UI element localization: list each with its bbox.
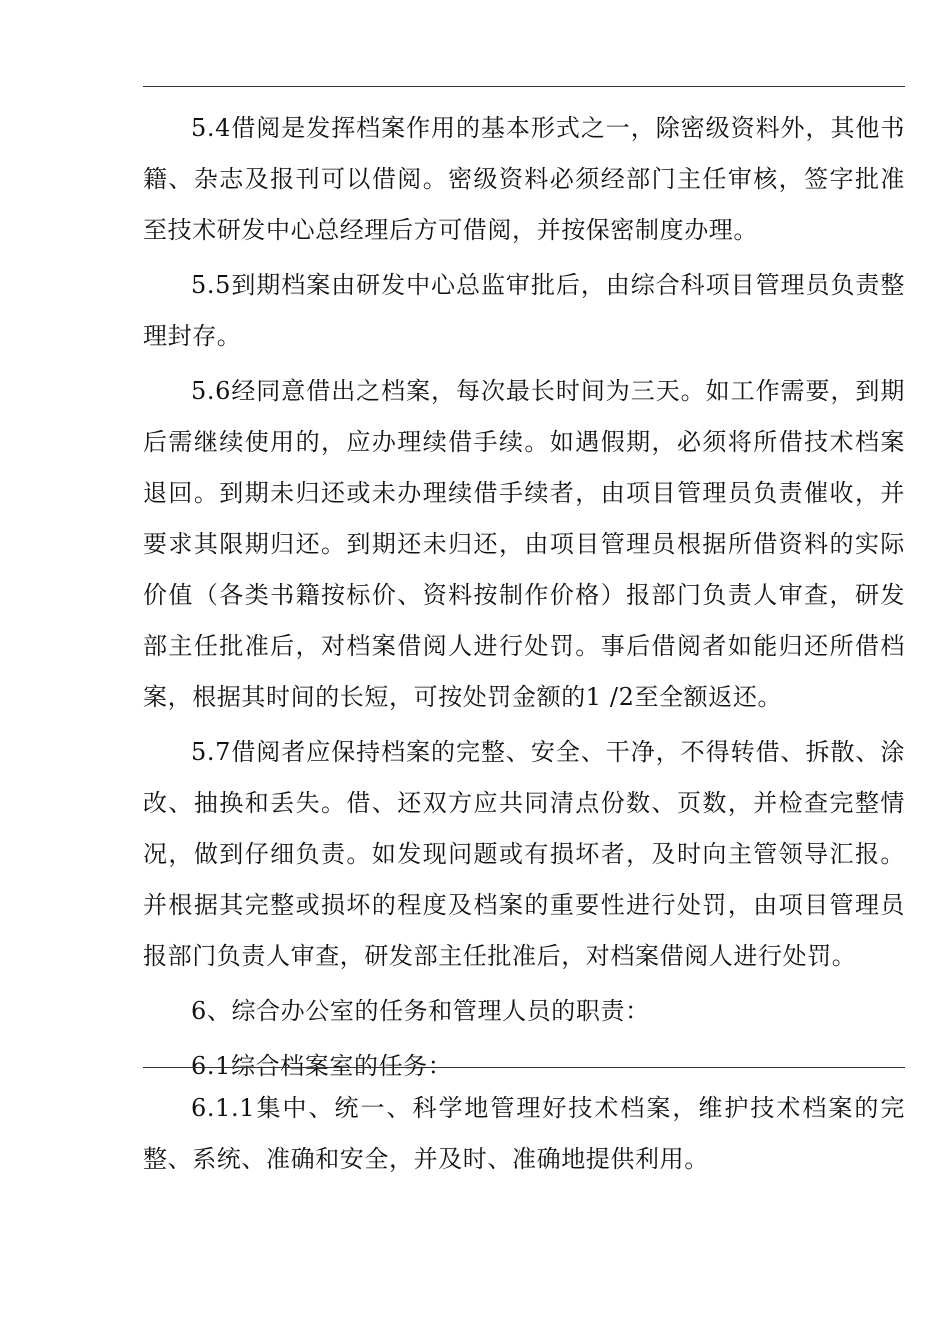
paragraph-5-6: 5.6经同意借出之档案，每次最长时间为三天。如工作需要，到期后需继续使用的，应办理续借手续。如遇假期，必须将所借技术档案退回。到期未归还或未办理续借手续者，由项目管理员负责催收，并要求其限期归还。到期还未归还，由项目管理员根据所借资料的实际价值（各类书籍按标价、资料按制作价格）报部门负责人审查，研发部主任批准后，对档案借阅人进行处罚。事后借阅者如能归还所借档案，根据其时间的长短，可按处罚金额的1 /2至全额返还。 — [143, 377, 905, 711]
section-a — [143, 103, 905, 1092]
page-break-divider — [143, 1067, 905, 1068]
paragraph-5-7: 5.7借阅者应保持档案的完整、安全、干净，不得转借、拆散、涂改、抽换和丢失。借、还双方应共同清点份数、页数，并检查完整情况，做到仔细负责。如发现问题或有损坏者，及时向主管领导汇报。并根据其完整或损坏的程度及档案的重要性进行处罚，由项目管理员报部门负责人审查，研发部主任批准后，对档案借阅人进行处罚。 — [143, 738, 905, 970]
top-divider — [143, 86, 905, 87]
section-b — [143, 1083, 905, 1185]
paragraph-6-1-1: 6.1.1集中、统一、科学地管理好技术档案，维护技术档案的完整、系统、准确和安全，并及时、准确地提供利用。 — [143, 1094, 905, 1173]
heading-6-1: 6.1综合档案室的任务： — [191, 1052, 453, 1080]
paragraph-5-5: 5.5到期档案由研发中心总监审批后，由综合科项目管理员负责整理封存。 — [143, 271, 905, 350]
heading-6: 6、综合办公室的任务和管理人员的职责： — [191, 997, 650, 1025]
paragraph-5-4: 5.4借阅是发挥档案作用的基本形式之一，除密级资料外，其他书籍、杂志及报刊可以借阅。密级资料必须经部门主任审核，签字批准至技术研发中心总经理后方可借阅，并按保密制度办理。 — [143, 114, 905, 244]
